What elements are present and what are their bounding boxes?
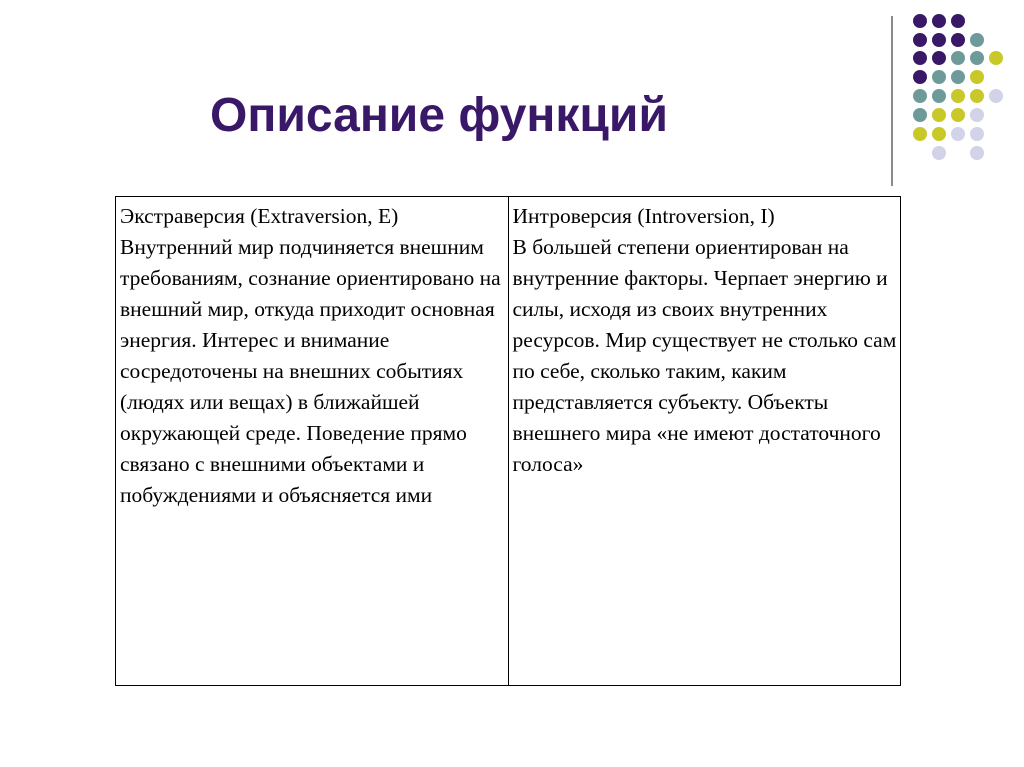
decorative-dot [951,127,965,141]
decorative-dot [989,89,1003,103]
decorative-dot [951,14,965,28]
extraversion-description: Внутренний мир подчиняется внешним требованиям, сознание ориентировано на внешний мир, откуда приходит основная энергия. Интерес и внимание сосредоточены на внешних событиях (людях или вещах) в ближайшей окружающей среде. Поведение прямо связано с внешними объектами и побуждениями и объясняется ими [120,235,501,507]
introversion-heading: Интроверсия (Introversion, I) [512,204,775,228]
decorative-dot [932,146,946,160]
decorative-dot [970,127,984,141]
functions-table [115,196,901,686]
decorative-dot [970,89,984,103]
vertical-divider [891,16,893,186]
slide-title: Описание функций [210,89,668,142]
decorative-dot [951,51,965,65]
decorative-dot [989,51,1003,65]
decorative-dot [932,127,946,141]
decorative-dot [932,33,946,47]
table-row [116,197,901,686]
decorative-dot [913,33,927,47]
decorative-dot [951,70,965,84]
decorative-dot [932,70,946,84]
decorative-dot [951,108,965,122]
extraversion-cell [116,197,509,686]
decorative-dot [913,70,927,84]
decorative-dot [913,108,927,122]
decorative-dot [951,89,965,103]
introversion-cell [508,197,901,686]
decorative-dot [932,108,946,122]
decorative-dot [970,70,984,84]
decorative-dot [913,89,927,103]
decorative-dot [913,51,927,65]
decorative-dot [970,146,984,160]
extraversion-heading: Экстраверсия (Extraversion, E) [120,204,399,228]
decorative-dot [932,89,946,103]
decorative-dot [970,33,984,47]
decorative-dot [932,14,946,28]
decorative-dot [951,33,965,47]
decorative-dot [970,51,984,65]
decorative-dot [970,108,984,122]
introversion-description: В большей степени ориентирован на внутренние факторы. Черпает энергию и силы, исходя из своих внутренних ресурсов. Мир существует не столько сам по себе, сколько таким, каким представляется субъекту. Объекты внешнего мира «не имеют достаточного голоса» [512,235,897,476]
decorative-dot [913,127,927,141]
decorative-dot [932,51,946,65]
decorative-dot [913,14,927,28]
